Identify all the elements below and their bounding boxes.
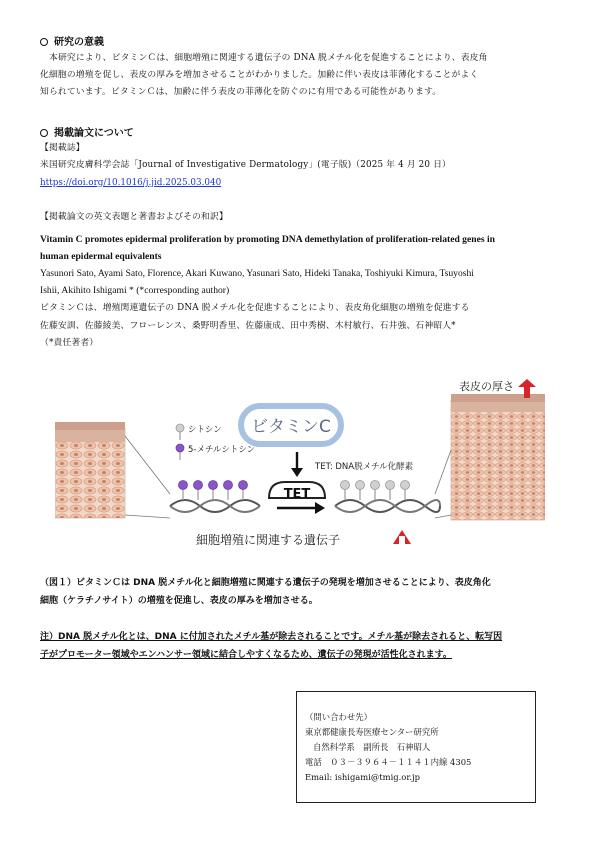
doi-link[interactable]: https://doi.org/10.1016/j.jid.2025.03.040 bbox=[40, 178, 222, 188]
cytosine-icon bbox=[176, 424, 184, 432]
contact-org: 東京都健康長寿医療センター研究所 bbox=[305, 727, 439, 737]
circle-bullet-icon bbox=[40, 129, 48, 137]
svg-text:5-メチルシトシン: 5-メチルシトシン bbox=[188, 445, 256, 455]
paper-title-en-line2: human epidermal equivalents bbox=[40, 251, 162, 262]
paper-title-en-line1: Vitamin C promotes epidermal proliferation by promoting DNA demethylation of proliferation-related genes in bbox=[40, 234, 495, 245]
circle-bullet-icon bbox=[40, 38, 48, 46]
zoom-line bbox=[125, 436, 170, 494]
tet-description: TET: DNA脱メチル化酵素 bbox=[315, 462, 414, 472]
gene-label: 細胞増殖に関連する遺伝子 bbox=[195, 533, 341, 547]
authors-en-line1: Yasunori Sato, Ayami Sato, Florence, Akari Kuwano, Yasunari Sato, Hideki Tanaka, Toshiyuki Kimura, Tsuyoshi bbox=[40, 268, 474, 279]
zoom-line bbox=[435, 515, 451, 518]
figure-demethylation-diagram bbox=[55, 378, 545, 560]
zoom-line bbox=[435, 450, 451, 494]
down-arrow-icon bbox=[291, 452, 303, 477]
significance-paragraph: 本研究により、ビタミンＣは、細胞増殖に関連する遺伝子の DNA 脱メチル化を促進することにより、表皮角 化細胞の増殖を促し、表皮の厚みを増加させることがわかりました。加齢に伴い表皮は菲薄化することがよく 知られています。ビタミンＣは、加齢に伴う表皮の菲薄化を防ぐのに有用である可能性があります。 bbox=[40, 53, 488, 97]
contact-box bbox=[296, 691, 536, 803]
svg-text:ビタミンC: ビタミンC bbox=[251, 417, 331, 437]
authors-en-line2: Ishii, Akihito Ishigami * (*corresponding author) bbox=[40, 285, 230, 296]
authors-ja: 佐藤安訓、佐藤綾美、フローレンス、桑野明香里、佐藤康成、田中秀樹、木村敏行、石井強、石神昭人* bbox=[40, 321, 456, 331]
thick-epidermis-illustration bbox=[451, 394, 545, 520]
zoom-line bbox=[125, 515, 170, 518]
figure-caption: （図１）ビタミンＣは DNA 脱メチル化と細胞増殖に関連する遺伝子の発現を増加させることにより、表皮角化 細胞（ケラチノサイト）の増殖を促進し、表皮の厚みを増加させる。 bbox=[40, 578, 491, 606]
right-arrow-icon bbox=[277, 502, 325, 514]
contact-phone: 電話 ０３－３９６４－１１４１内線 4305 bbox=[305, 757, 472, 767]
journal-text: 米国研究皮膚科学会誌「Journal of Investigative Dermatology」(電子版)（2025 年 4 月 20 日） bbox=[40, 160, 451, 170]
thickness-label: 表皮の厚さ bbox=[459, 380, 514, 393]
demethylation-note: 注）DNA 脱メチル化とは、DNA に付加されたメチル基が除去されることです。メチル基が除去されると、転写因 子がプロモーター領域やエンハンサー領域に結合しやすくなるため、遺伝子の発現が活性化されます。 bbox=[40, 632, 503, 660]
vitamin-c-bubble bbox=[241, 406, 341, 444]
corresponding-note: （*責任著者） bbox=[40, 338, 99, 348]
contact-person: 自然科学系 副所長 石神昭人 bbox=[313, 742, 431, 752]
paper-title-ja: ビタミンＣは、増殖関連遺伝子の DNA 脱メチル化を促進することにより、表皮角化細胞の増殖を促進する bbox=[40, 303, 470, 313]
section-heading-publication: 掲載論文について bbox=[40, 124, 134, 139]
svg-text:TET: TET bbox=[283, 487, 311, 502]
methylcytosine-icon bbox=[176, 444, 184, 452]
thin-epidermis-illustration bbox=[55, 422, 125, 518]
methyl-groups-left bbox=[179, 481, 248, 501]
journal-label: 【掲載誌】 bbox=[40, 143, 85, 153]
contact-title: （問い合わせ先） bbox=[305, 712, 372, 722]
svg-text:シトシン: シトシン bbox=[188, 425, 222, 435]
dna-strand-demethylated bbox=[335, 500, 440, 512]
up-arrow-icon bbox=[393, 530, 411, 544]
section-heading-significance: 研究の意義 bbox=[40, 33, 104, 48]
tet-enzyme bbox=[269, 482, 325, 502]
title-label: 【掲載論文の英文表題と著書およびその和訳】 bbox=[40, 212, 228, 222]
dna-strand-methylated bbox=[170, 500, 260, 512]
cytosines-right bbox=[341, 481, 410, 501]
contact-email[interactable]: Email: ishigami@tmig.or.jp bbox=[305, 772, 421, 782]
